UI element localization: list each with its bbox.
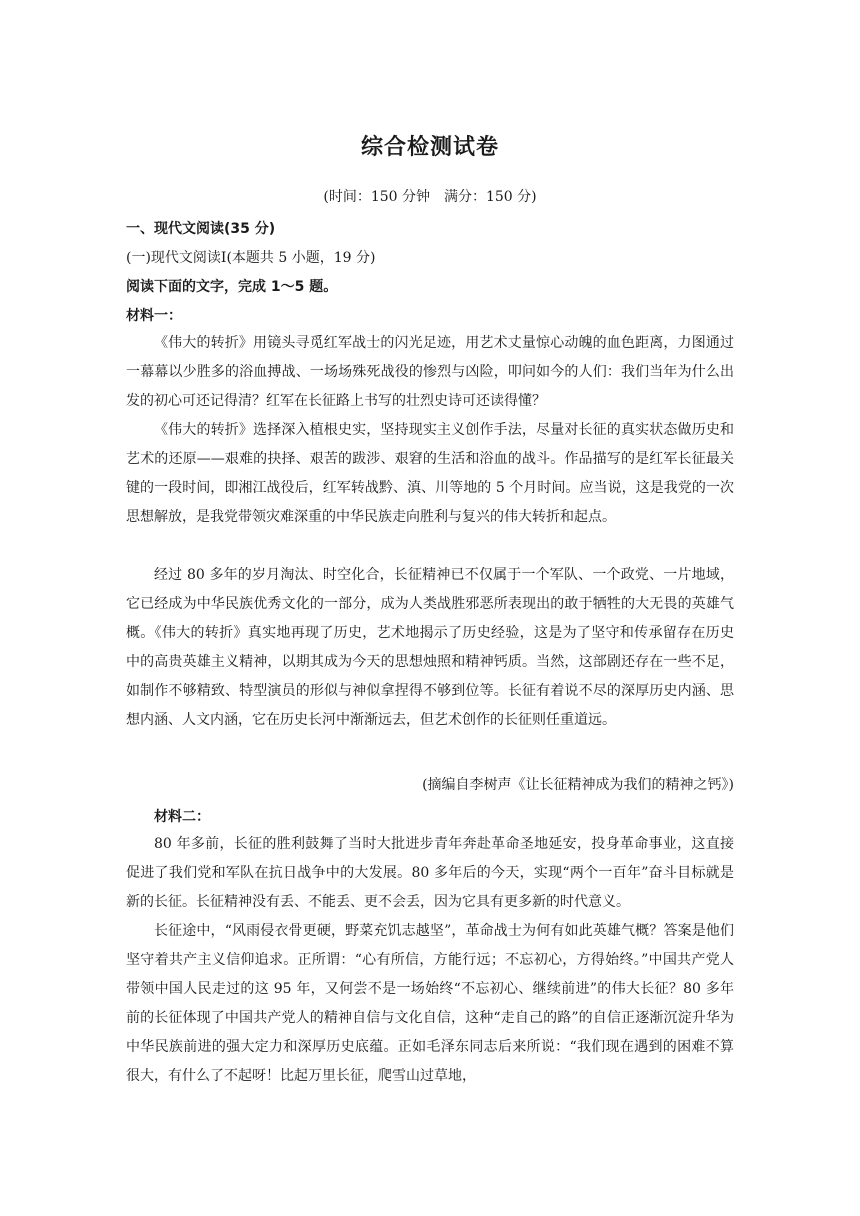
instruction-text: 阅读下面的文字，完成 1～5 题。 [126, 279, 338, 295]
material1-paragraph: 经过 80 多年的岁月淘汰、时空化合，长征精神已不仅属于一个军队、一个政党、一片地域，它已经成为中华民族优秀文化的一部分，成为人类战胜邪恶所表现出的敢于牺牲的大无畏的英雄气概。《伟大的转折》真实地再现了历史，艺术地揭示了历史经验，这是为了坚守和传承留存在历史中的高贵英雄主义精神，以期其成为今天的思想烛照和精神钙质。当然，这部剧还存在一些不足，如制作不够精致、特型演员的形似与神似拿捏得不够到位等。长征有着说不尽的深厚历史内涵、思想内涵、人文内涵，它在历史长河中渐渐远去，但艺术创作的长征则任重道远。 [126, 567, 734, 728]
material1-label: 材料一： [126, 308, 182, 324]
material2-label: 材料二： [154, 809, 210, 825]
material1-source: (摘编自李树声《让长征精神成为我们的精神之钙》) [422, 777, 734, 793]
exam-time-score: (时间：150 分钟 满分：150 分) [323, 189, 537, 205]
material2-paragraph: 80 年多前，长征的胜利鼓舞了当时大批进步青年奔赴革命圣地延安，投身革命事业，这直接促进了我们党和军队在抗日战争中的大发展。80 多年后的今天，实现“两个一百年”奋斗目标就是新的长征。长征精神没有丢、不能丢、更不会丢，因为它具有更多新的时代意义。 [126, 836, 734, 910]
page-title: 综合检测试卷 [360, 135, 499, 160]
material1-paragraph: 《伟大的转折》选择深入植根史实，坚持现实主义创作手法，尽量对长征的真实状态做历史和艺术的还原——艰难的抉择、艰苦的跋涉、艰窘的生活和浴血的战斗。作品描写的是红军长征最关键的一段时间，即湘江战役后，红军转战黔、滇、川等地的 5 个月时间。应当说，这是我党的一次思想解放，是我党带领灾难深重的中华民族走向胜利与复兴的伟大转折和起点。 [126, 422, 734, 525]
subsection-heading: (一)现代文阅读Ⅰ(本题共 5 小题，19 分) [126, 250, 376, 266]
material1-paragraph: 《伟大的转折》用镜头寻觅红军战士的闪光足迹，用艺术丈量惊心动魄的血色距离，力图通过一幕幕以少胜多的浴血搏战、一场场殊死战役的惨烈与凶险，叩问如今的人们：我们当年为什么出发的初心可还记得清？红军在长征路上书写的壮烈史诗可还读得懂？ [126, 335, 734, 409]
section-heading: 一、现代文阅读(35 分) [126, 221, 276, 237]
material2-paragraph: 长征途中，“风雨侵衣骨更硬，野菜充饥志越坚”，革命战士为何有如此英雄气概？答案是他们坚守着共产主义信仰追求。正所谓：“心有所信，方能行远；不忘初心，方得始终。”中国共产党人带领中国人民走过的这 95 年，又何尝不是一场始终“不忘初心、继续前进”的伟大长征？80 多年前的长征体现了中国共产党人的精神自信与文化自信，这种“走自己的路”的自信正逐渐沉淀升华为中华民族前进的强大定力和深厚历史底蕴。正如毛泽东同志后来所说：“我们现在遇到的困难不算很大，有什么了不起呀！比起万里长征，爬雪山过草地， [126, 923, 734, 1084]
